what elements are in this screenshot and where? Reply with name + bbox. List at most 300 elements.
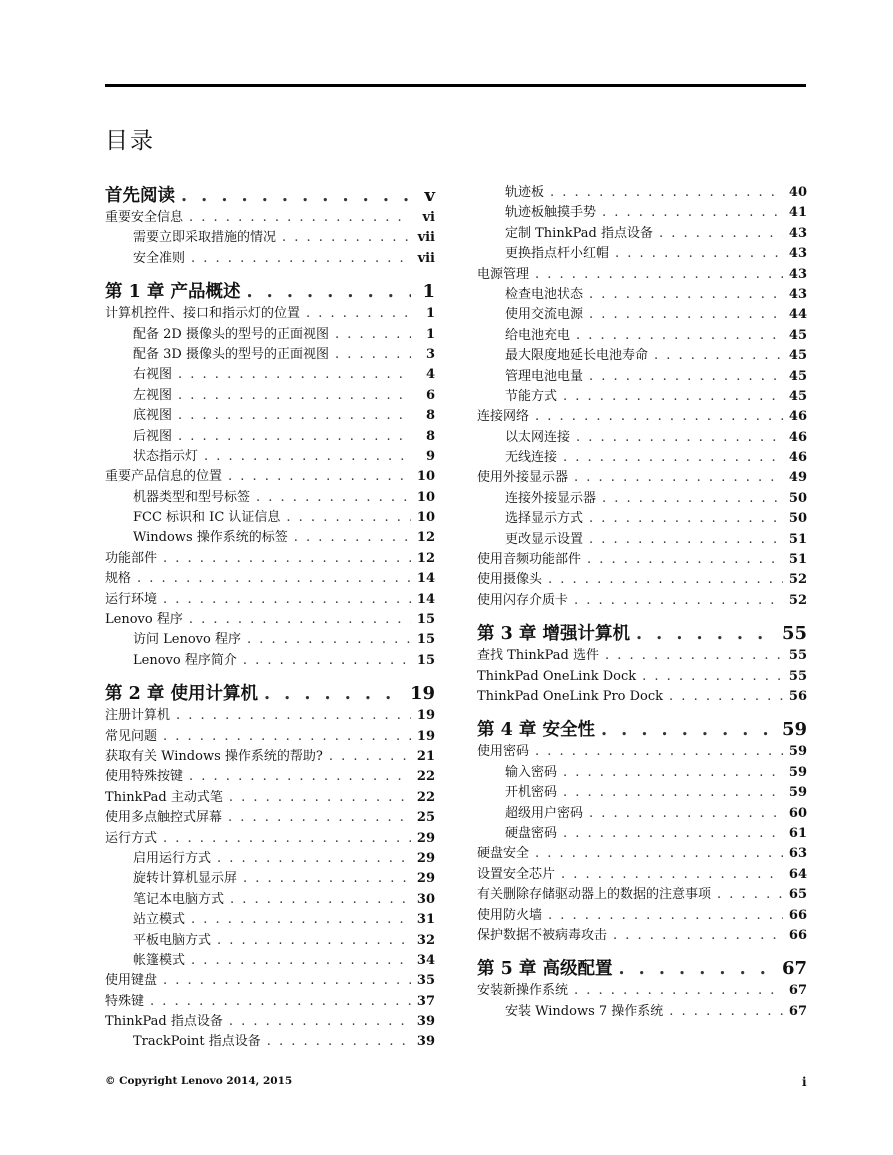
toc-right-column <box>477 183 807 1022</box>
toc-entry[interactable] <box>105 971 435 991</box>
toc-entry[interactable] <box>477 509 807 529</box>
toc-entry[interactable] <box>105 467 435 487</box>
toc-entry[interactable] <box>477 885 807 905</box>
toc-entry-label: 安装 Windows 7 操作系统 <box>505 1003 664 1019</box>
toc-entry[interactable] <box>105 951 435 971</box>
toc-entry[interactable] <box>105 869 435 889</box>
toc-entry-label: 有关删除存储驱动器上的数据的注意事项 <box>477 887 712 903</box>
dot-leader <box>229 1012 411 1032</box>
toc-entry[interactable] <box>477 865 807 885</box>
dot-leader <box>217 931 411 951</box>
toc-entry-label: 底视图 <box>133 408 173 424</box>
toc-entry[interactable] <box>105 365 435 385</box>
toc-entry-label: 安全准则 <box>133 250 186 266</box>
toc-chapter-entry[interactable] <box>477 956 807 981</box>
toc-entry-label: 机器类型和型号标签 <box>133 489 251 505</box>
toc-entry-page: 46 <box>788 450 807 466</box>
toc-entry[interactable] <box>105 406 435 426</box>
toc-entry[interactable] <box>477 448 807 468</box>
dot-leader <box>563 387 783 407</box>
toc-entry[interactable] <box>105 208 435 228</box>
dot-leader <box>329 747 411 767</box>
toc-entry-label: 后视图 <box>133 428 173 444</box>
dot-leader <box>563 783 783 803</box>
dot-leader <box>204 447 411 467</box>
toc-entry-label: 运行方式 <box>105 830 158 846</box>
toc-entry-label: FCC 标识和 IC 认证信息 <box>133 510 281 526</box>
dot-leader <box>615 244 783 264</box>
dot-leader <box>642 667 783 687</box>
dot-leader <box>589 305 783 325</box>
toc-entry-label: ThinkPad OneLink Pro Dock <box>477 688 664 704</box>
toc-entry-label: 选择显示方式 <box>505 511 584 527</box>
toc-entry-page: 19 <box>416 728 435 744</box>
dot-leader <box>548 570 783 590</box>
toc-entry[interactable] <box>477 646 807 666</box>
toc-entry-label: TrackPoint 指点设备 <box>133 1034 261 1050</box>
toc-entry-page: 44 <box>788 307 807 323</box>
toc-entry[interactable] <box>105 528 435 548</box>
toc-entry-label: 检查电池状态 <box>505 286 584 302</box>
dot-leader <box>256 488 411 508</box>
dot-leader <box>574 591 783 611</box>
toc-entry-label: 使用摄像头 <box>477 572 543 588</box>
dot-leader <box>217 849 411 869</box>
toc-entry-page: 55 <box>788 648 807 664</box>
toc-entry[interactable] <box>105 1012 435 1032</box>
toc-chapter-entry[interactable] <box>477 621 807 646</box>
toc-entry-page: 43 <box>788 266 807 282</box>
toc-entry-page: 66 <box>788 907 807 923</box>
toc-entry-page: 39 <box>416 1014 435 1030</box>
dot-leader <box>335 345 411 365</box>
toc-entry-page: 31 <box>416 912 435 928</box>
toc-entry-label: 帐篷模式 <box>133 952 186 968</box>
dot-leader <box>163 590 411 610</box>
toc-entry-label: 右视图 <box>133 367 173 383</box>
dot-leader <box>163 727 411 747</box>
dot-leader <box>605 646 783 666</box>
dot-leader <box>574 981 783 1001</box>
dot-leader <box>191 910 411 930</box>
toc-entry-label: ThinkPad OneLink Dock <box>477 668 637 684</box>
toc-entry-page: 51 <box>788 552 807 568</box>
dot-leader <box>563 763 783 783</box>
toc-entry-page: 67 <box>781 958 807 980</box>
toc-entry[interactable] <box>105 508 435 528</box>
toc-entry[interactable] <box>105 228 435 248</box>
toc-entry[interactable] <box>105 992 435 1012</box>
toc-entry[interactable] <box>477 387 807 407</box>
toc-entry-label: 查找 ThinkPad 选件 <box>477 648 599 664</box>
toc-entry[interactable] <box>477 285 807 305</box>
toc-entry-label: 使用多点触控式屏幕 <box>105 810 223 826</box>
toc-entry[interactable] <box>477 570 807 590</box>
toc-entry-page: 61 <box>788 825 807 841</box>
toc-entry[interactable] <box>105 549 435 569</box>
toc-chapter-entry[interactable] <box>477 717 807 742</box>
toc-entry-page: vii <box>417 230 435 246</box>
toc-entry[interactable] <box>477 591 807 611</box>
dot-leader <box>178 386 411 406</box>
toc-entry-label: 使用音频功能部件 <box>477 552 582 568</box>
toc-entry[interactable] <box>105 849 435 869</box>
toc-entry-label: 使用特殊按键 <box>105 769 184 785</box>
dot-leader <box>574 468 783 488</box>
dot-leader <box>137 569 411 589</box>
toc-entry-label: 旋转计算机显示屏 <box>133 871 238 887</box>
toc-entry-page: 29 <box>416 830 435 846</box>
toc-entry-label: 硬盘安全 <box>477 846 530 862</box>
toc-entry-label: 第 4 章 安全性 <box>477 720 595 741</box>
toc-entry-page: 14 <box>416 591 435 607</box>
toc-entry-page: 46 <box>788 409 807 425</box>
toc-entry-page: 9 <box>425 448 435 464</box>
dot-leader <box>654 346 783 366</box>
toc-entry-page: v <box>424 185 435 206</box>
toc-entry[interactable] <box>105 325 435 345</box>
dot-leader <box>587 550 783 570</box>
toc-entry-label: 启用运行方式 <box>133 850 212 866</box>
toc-entry-page: 15 <box>416 652 435 668</box>
toc-entry-page: 43 <box>788 246 807 262</box>
toc-entry-label: 第 1 章 产品概述 <box>105 282 241 303</box>
dot-leader <box>189 610 411 630</box>
toc-entry[interactable] <box>105 1032 435 1052</box>
toc-entry-label: Windows 操作系统的标签 <box>133 530 288 546</box>
toc-entry-label: 站立模式 <box>133 912 186 928</box>
toc-entry-page: 56 <box>788 688 807 704</box>
toc-entry-page: 12 <box>416 550 435 566</box>
toc-entry-page: 50 <box>788 490 807 506</box>
toc-entry-label: 需要立即采取措施的情况 <box>133 230 277 246</box>
toc-entry-page: 32 <box>416 932 435 948</box>
dot-leader <box>563 448 783 468</box>
toc-entry-label: 配备 2D 摄像头的型号的正面视图 <box>133 326 329 342</box>
toc-entry-page: 46 <box>788 429 807 445</box>
toc-entry-page: 15 <box>416 632 435 648</box>
toc-entry-page: 43 <box>788 225 807 241</box>
toc-entry[interactable] <box>105 447 435 467</box>
toc-entry[interactable] <box>477 844 807 864</box>
dot-leader <box>178 427 411 447</box>
dot-leader <box>548 906 783 926</box>
toc-entry[interactable] <box>105 651 435 671</box>
toc-entry[interactable] <box>477 824 807 844</box>
toc-entry[interactable] <box>105 931 435 951</box>
toc-entry-page: 4 <box>425 367 435 383</box>
toc-entry-page: 67 <box>788 983 807 999</box>
toc-entry-page: 19 <box>409 683 435 705</box>
top-rule <box>105 84 806 87</box>
toc-entry-label: 连接网络 <box>477 409 530 425</box>
toc-entry-page: 55 <box>788 668 807 684</box>
toc-entry-page: 60 <box>788 805 807 821</box>
toc-entry[interactable] <box>105 610 435 630</box>
toc-entry[interactable] <box>105 890 435 910</box>
dot-leader <box>181 184 411 209</box>
dot-leader <box>286 508 411 528</box>
toc-entry-page: 10 <box>416 489 435 505</box>
toc-entry[interactable] <box>477 407 807 427</box>
dot-leader <box>178 406 411 426</box>
toc-entry-page: 1 <box>425 326 435 342</box>
toc-entry-page: 12 <box>416 530 435 546</box>
toc-entry-page: 45 <box>788 327 807 343</box>
toc-entry[interactable] <box>477 1002 807 1022</box>
toc-entry-page: 59 <box>788 785 807 801</box>
toc-entry-page: 64 <box>788 866 807 882</box>
toc-entry-page: 66 <box>788 927 807 943</box>
toc-entry[interactable] <box>105 304 435 324</box>
toc-entry-label: 配备 3D 摄像头的型号的正面视图 <box>133 346 329 362</box>
toc-entry[interactable] <box>477 428 807 448</box>
toc-entry-label: 重要安全信息 <box>105 210 184 225</box>
toc-entry-page: 37 <box>416 993 435 1009</box>
dot-leader <box>189 208 411 228</box>
page-number: i <box>802 1075 807 1089</box>
toc-entry-page: 14 <box>416 571 435 587</box>
toc-entry-label: 计算机控件、接口和指示灯的位置 <box>105 306 301 322</box>
toc-entry-label: ThinkPad 主动式笔 <box>105 789 223 805</box>
toc-entry[interactable] <box>477 203 807 223</box>
toc-entry-page: 41 <box>788 205 807 221</box>
toc-entry-page: 29 <box>416 850 435 866</box>
toc-entry-page: 55 <box>781 623 807 645</box>
toc-entry-page: 10 <box>416 469 435 485</box>
toc-entry-label: 定制 ThinkPad 指点设备 <box>505 225 653 241</box>
toc-entry-label: 使用防火墙 <box>477 907 543 923</box>
toc-entry-label: 获取有关 Windows 操作系统的帮助? <box>105 748 323 764</box>
toc-entry-page: 29 <box>416 871 435 887</box>
toc-entry[interactable] <box>477 305 807 325</box>
toc-entry-page: 1 <box>422 281 435 303</box>
toc-entry[interactable] <box>477 265 807 285</box>
dot-leader <box>163 971 411 991</box>
toc-entry[interactable] <box>477 367 807 387</box>
dot-leader <box>535 742 783 762</box>
dot-leader <box>561 865 783 885</box>
toc-entry-page: 52 <box>788 572 807 588</box>
toc-entry-label: 保护数据不被病毒攻击 <box>477 927 608 943</box>
toc-entry[interactable] <box>477 763 807 783</box>
toc-entry-page: 65 <box>788 887 807 903</box>
dot-leader <box>247 630 411 650</box>
toc-entry[interactable] <box>477 530 807 550</box>
toc-entry-label: Lenovo 程序 <box>105 612 183 628</box>
toc-entry-label: 左视图 <box>133 387 173 403</box>
toc-entry-label: 笔记本电脑方式 <box>133 891 225 907</box>
dot-leader <box>535 265 783 285</box>
dot-leader <box>576 326 783 346</box>
toc-entry[interactable] <box>105 706 435 726</box>
toc-entry-page: 45 <box>788 348 807 364</box>
toc-entry-label: 最大限度地延长电池寿命 <box>505 348 649 364</box>
dot-leader <box>176 706 411 726</box>
dot-leader <box>535 844 783 864</box>
toc-entry-page: 45 <box>788 388 807 404</box>
toc-entry-label: 管理电池电量 <box>505 368 584 384</box>
toc-entry-page: 43 <box>788 286 807 302</box>
dot-leader <box>229 788 411 808</box>
dot-leader <box>589 530 783 550</box>
toc-entry-label: 输入密码 <box>505 764 558 780</box>
toc-entry-label: 第 5 章 高级配置 <box>477 959 613 980</box>
toc-entry[interactable] <box>105 829 435 849</box>
dot-leader <box>150 992 411 1012</box>
toc-chapter-entry[interactable] <box>105 279 435 304</box>
dot-leader <box>335 325 411 345</box>
toc-entry[interactable] <box>105 910 435 930</box>
toc-entry-page: 63 <box>788 846 807 862</box>
toc-entry[interactable] <box>477 346 807 366</box>
toc-entry-page: 67 <box>788 1003 807 1019</box>
dot-leader <box>294 528 411 548</box>
toc-entry[interactable] <box>477 468 807 488</box>
dot-leader <box>602 489 783 509</box>
toc-entry-label: 使用交流电源 <box>505 307 584 323</box>
toc-entry-label: 功能部件 <box>105 550 158 566</box>
dot-leader <box>282 228 411 248</box>
toc-entry[interactable] <box>105 630 435 650</box>
toc-entry[interactable] <box>105 590 435 610</box>
toc-entry-label: 连接外接显示器 <box>505 490 597 506</box>
toc-entry-label: 使用闪存介质卡 <box>477 592 569 608</box>
dot-leader <box>669 687 783 707</box>
toc-entry-page: 22 <box>416 769 435 785</box>
toc-entry[interactable] <box>477 550 807 570</box>
toc-entry-label: 第 2 章 使用计算机 <box>105 684 258 705</box>
toc-entry-label: 开机密码 <box>505 785 558 801</box>
dot-leader <box>228 467 411 487</box>
toc-entry-page: 10 <box>416 510 435 526</box>
toc-left-column <box>105 183 435 1053</box>
toc-entry-label: 硬盘密码 <box>505 825 558 841</box>
toc-entry-label: 特殊键 <box>105 993 145 1009</box>
toc-entry-label: 给电池充电 <box>505 327 571 343</box>
dot-leader <box>243 651 411 671</box>
toc-entry[interactable] <box>477 926 807 946</box>
toc-entry-page: 25 <box>416 810 435 826</box>
toc-entry-page: 22 <box>416 789 435 805</box>
toc-entry-page: 8 <box>425 408 435 424</box>
toc-entry-label: 更换指点杆小红帽 <box>505 246 610 262</box>
dot-leader <box>659 224 783 244</box>
dot-leader <box>191 249 411 269</box>
toc-entry-page: vii <box>417 250 435 266</box>
toc-entry[interactable] <box>105 767 435 787</box>
dot-leader <box>535 407 783 427</box>
toc-entry[interactable] <box>105 427 435 447</box>
toc-entry-page: 39 <box>416 1034 435 1050</box>
toc-entry[interactable] <box>105 808 435 828</box>
dot-leader <box>264 682 404 707</box>
dot-leader <box>576 428 783 448</box>
dot-leader <box>163 829 411 849</box>
toc-entry[interactable] <box>105 386 435 406</box>
toc-entry-label: 注册计算机 <box>105 708 171 724</box>
toc-entry-label: 常见问题 <box>105 728 158 744</box>
toc-entry[interactable] <box>477 687 807 707</box>
toc-entry[interactable] <box>105 345 435 365</box>
toc-entry-page: vi <box>422 210 435 225</box>
toc-entry[interactable] <box>477 667 807 687</box>
dot-leader <box>230 890 411 910</box>
toc-entry-label: 更改显示设置 <box>505 531 584 547</box>
toc-entry-page: 19 <box>416 708 435 724</box>
dot-leader <box>228 808 411 828</box>
toc-chapter-entry[interactable] <box>105 681 435 706</box>
dot-leader <box>589 804 783 824</box>
dot-leader <box>189 767 411 787</box>
toc-entry-label: 电源管理 <box>477 266 530 282</box>
toc-entry-label: 平板电脑方式 <box>133 932 212 948</box>
toc-entry[interactable] <box>105 747 435 767</box>
dot-leader <box>717 885 783 905</box>
toc-entry-label: 节能方式 <box>505 388 558 404</box>
toc-entry-page: 15 <box>416 612 435 628</box>
dot-leader <box>178 365 411 385</box>
toc-entry[interactable] <box>477 326 807 346</box>
toc-entry[interactable] <box>477 981 807 1001</box>
toc-entry-page: 40 <box>788 185 807 200</box>
toc-entry-label: 首先阅读 <box>105 186 175 206</box>
toc-entry-label: 第 3 章 增强计算机 <box>477 624 630 645</box>
toc-entry-page: 50 <box>788 511 807 527</box>
toc-entry-page: 21 <box>416 748 435 764</box>
toc-entry-label: 访问 Lenovo 程序 <box>133 632 241 648</box>
toc-entry-page: 30 <box>416 891 435 907</box>
toc-entry-label: 轨迹板 <box>505 185 545 200</box>
toc-entry-label: 规格 <box>105 571 132 587</box>
dot-leader <box>563 824 783 844</box>
dot-leader <box>267 1032 411 1052</box>
toc-entry[interactable] <box>477 224 807 244</box>
toc-entry-page: 59 <box>788 744 807 760</box>
toc-entry-page: 45 <box>788 368 807 384</box>
dot-leader <box>602 203 783 223</box>
toc-entry-page: 35 <box>416 973 435 989</box>
dot-leader <box>246 280 411 305</box>
toc-entry-label: ThinkPad 指点设备 <box>105 1014 223 1030</box>
toc-entry[interactable] <box>105 727 435 747</box>
toc-entry[interactable] <box>477 742 807 762</box>
toc-entry[interactable] <box>105 788 435 808</box>
toc-entry[interactable] <box>477 244 807 264</box>
toc-entry-label: 超级用户密码 <box>505 805 584 821</box>
toc-entry-label: 安装新操作系统 <box>477 983 569 999</box>
toc-entry-page: 3 <box>425 346 435 362</box>
toc-entry[interactable] <box>105 488 435 508</box>
toc-entry[interactable] <box>105 249 435 269</box>
toc-entry[interactable] <box>477 183 807 203</box>
toc-entry[interactable] <box>477 783 807 803</box>
toc-entry[interactable] <box>477 804 807 824</box>
toc-entry-label: 使用密码 <box>477 744 530 760</box>
dot-leader <box>589 285 783 305</box>
toc-entry-label: 以太网连接 <box>505 429 571 445</box>
toc-entry[interactable] <box>477 906 807 926</box>
toc-chapter-entry[interactable] <box>105 183 435 208</box>
dot-leader <box>243 869 411 889</box>
dot-leader <box>589 367 783 387</box>
toc-entry[interactable] <box>105 569 435 589</box>
toc-entry-page: 49 <box>788 470 807 486</box>
dot-leader <box>613 926 783 946</box>
toc-entry[interactable] <box>477 489 807 509</box>
toc-entry-label: Lenovo 程序简介 <box>133 652 237 668</box>
toc-entry-label: 使用外接显示器 <box>477 470 569 486</box>
